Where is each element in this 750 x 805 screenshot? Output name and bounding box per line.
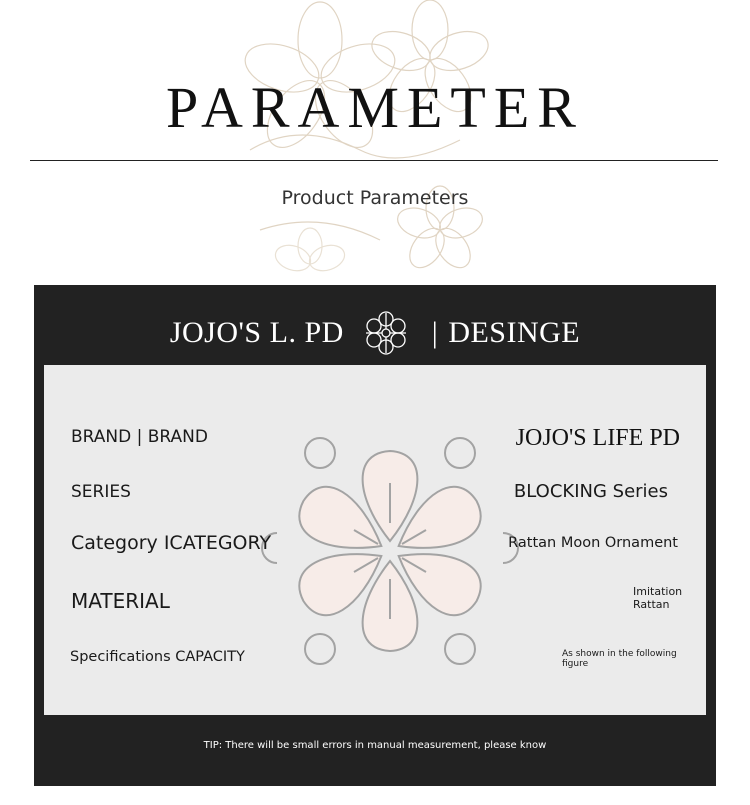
- title-divider: [30, 160, 718, 161]
- material-value: Imitation Rattan: [633, 585, 683, 611]
- brand-suffix: DESINGE: [448, 316, 581, 349]
- brand-name: JOJO'S L. PD: [169, 316, 344, 349]
- series-value: BLOCKING Series: [513, 481, 668, 502]
- brand-value: JOJO'S LIFE PD: [515, 425, 680, 451]
- page-subtitle: Product Parameters: [281, 187, 469, 209]
- category-label: Category ICATEGORY: [71, 532, 272, 554]
- brand-label: BRAND | BRAND: [71, 427, 208, 447]
- background-blossom-illustration: [0, 0, 750, 290]
- panel-header: [34, 313, 716, 353]
- series-label: SERIES: [71, 482, 131, 502]
- specifications-value: As shown in the following figure: [562, 649, 677, 669]
- specifications-label: Specifications CAPACITY: [70, 649, 245, 665]
- rattan-flower-illustration: [260, 431, 520, 671]
- category-value: Rattan Moon Ornament: [508, 535, 678, 551]
- measurement-tip: TIP: There will be small errors in manual measurement, please know: [203, 740, 547, 751]
- page-title: PARAMETER: [166, 75, 584, 140]
- parameter-card: [44, 365, 706, 715]
- parameter-panel: [34, 285, 716, 786]
- header-separator: |: [431, 316, 439, 349]
- material-label: MATERIAL: [71, 589, 170, 613]
- flower-ornament-icon: [362, 309, 410, 357]
